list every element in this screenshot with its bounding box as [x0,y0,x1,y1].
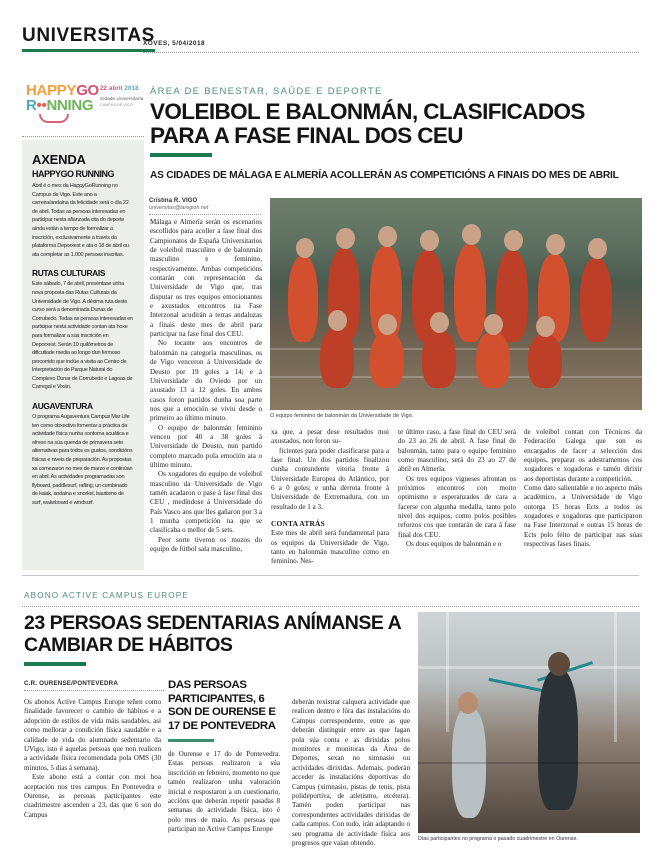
player-head [296,238,314,258]
sidebar-heading: AXENDA [32,152,86,167]
logo-event-date: 22 abril 2018 [100,86,139,92]
player-figure [370,332,404,388]
player-head [328,310,347,331]
player-figure [476,332,510,388]
bottom-photo-caption: Días participantes no programa o pasado cuadrimestre en Ourense. [418,836,578,842]
player-figure [288,256,318,342]
sidebar-item-title-2: AUGAVENTURA [32,401,93,412]
headline-accent-rule [150,153,212,157]
article-column-4 [524,428,642,563]
player-head [430,312,449,333]
agenda-sidebar [22,140,144,570]
logo-word-r: R [26,97,37,114]
paragraph: Os dous equipos de balonmán e o [406,540,502,549]
paragraph: O equipo de balonmán feminino venceu por 40 a 38 goles á Universidade de Deusto, nun partido completo marcado pola emoción ata o último minuto. [150,423,262,469]
paragraph: Os xogadores do equipo de voleibol masculino da Universidade de Vigo tamén acadaron o pase á fase final dos CEU , medíndose á Universidade do País Vasco aos que lles gañaron por 3 a 1 munha competición na que se clasificaba o mellor de 5 sets. [150,470,262,535]
bottom-byline-divider [24,690,164,691]
player-head [484,314,503,335]
player-figure [580,258,612,342]
paragraph: ficientes para poder clasificarse para a fase final. Un dos partidos finalizou cunha contundente vitoria fronte á Universidade Europea do Atlántico, por 6 a 0 goles; e unha derrota fronte á Universidade de Extremadura, con un resultado de 1 a 3. [271,446,389,511]
bottom-article-headline: 23 PERSOAS SEDENTARIAS ANÍMANSE A CAMBIAR DE HÁBITOS [24,612,401,656]
player-figure [454,244,486,342]
main-article-kicker: ÁREA DE BENESTAR, SAÚDE E DEPORTE [150,86,383,97]
paragraph: deberán rexistrar calquera actividade que realicen dentro e fóra das instalacións do Campus correspondente, entre as que deberán distinguir entre as que fagan pola súa conta e as dirixidas polos monitores e monitoras da Área de Deportes, sexan no ximnasio ou actividades dirixidas. Ademais, poderán acceder ás instalacións deportivas do Campus (ximnasio, pistas de tenis, pista polideportiva, de atletismo, etcétera). Tamén poden participar nas correspondentes actividades dirixidas de cada campus. Con todo, irán adaptando o seu programa de actividade física aos progresos que vaian obtendo. [292,698,410,848]
person-head [458,692,478,714]
player-figure [528,334,562,388]
logo-event-meta [100,86,148,109]
masthead [22,26,639,60]
player-head [378,226,397,247]
sidebar-item-body-1: Este sábado, 7 de abril, preséntase unha nova proposta das Rutas Culturais da Universidade de Vigo. A décima ruta deste curso será a denominada Dunas de Corrubedo. Todas as persoas interesadas en participar nesta actividade contan ata hoxe para formalizar a súa inscrición en Deporxest. Serán 10 quilómetros de dificultade media ao longo dun fermoso percorrido que inclúe a visita ao Centro de Interpretación do Parque Natural do Complexo Dunar de Corrubedo e Lagoas de Carregal e Vixán. [32,281,134,391]
paragraph: te último caso, a fase final do CEU será do 23 ao 26 de abril. A fase final de balonmán, tanto para o equipo feminino como masculino, será do 23 ao 27 de abril en Almería. [398,428,516,474]
paragraph: Os abonos Active Campus Europe teñen como finalidade favorecer o cambio de hábitos e a adopción de estilos de vida máis saudables, así como mellorar a condición física saudable e a calidade de vida do alumnado sedentario da UVigo, isto é aquelas persoas que non realicen a actividade física recomendada pola OMS (30 minutos, 5 días á semana). [24,698,161,772]
section-separator [22,575,639,576]
paragraph: xa que, a pesar dese resultados moi axustados, non foron su- [271,428,389,446]
bottom-article-pullquote: DAS PERSOAS PARTICIPANTES, 6 SON DE OURENSE E 17 DE PONTEVEDRA [168,679,276,732]
paragraph: Os tres equipos vigueses afrontan os próximos encontros con moito optimismo e esperanzados de cara a facerse con algunha medalla, tanto polo nivel dos equipos, como polos posibles reforzos cos que contarán de cara á fase final dos CEU. [398,474,516,539]
sidebar-top-divider [22,136,144,137]
logo-word-happy: HAPPY [26,82,77,99]
bottom-article-byline: C.R. OURENSE/PONTEVEDRA [24,680,118,687]
paragraph: Málaga e Almería serán os escenarios escollidos para acoller a fase final dos Campionatos de España Universitarios de voleibol masculino e de balonmán masculino e feminino, respectivamente. Ambas competicións contarán con representación da Universidade de Vigo que, tras disputar os tres equipos emocionantes e axustados encontros na Fase Interzonal acudirán a terras andaluzas a finais deste mes de abril para participar na fase final dos CEU. [150,218,262,339]
player-head [546,234,565,255]
bottom-article-column-2 [168,750,280,845]
sidebar-item-title-1: RUTAS CULTURAIS [32,268,106,279]
sidebar-item-body-2: O programa Augaventura Campus Mar Life ten como obxectivo fomentar a práctica da actividade física nunha contorna acuática e ofrece na súa quenda de primavera sete alternativas para todos os gustos, condicións físicas e niveis de preparación. As propostas xa comezaron no mes de marzo e continúan en abril. As actividades programadas son flyboard, paddlesurf, rafting, un combinado de kaiak, andaina e snorkel, bautismo de surf, wakeboard e windsurf. [32,414,133,506]
byline-email: universitas@laregion.net [149,205,209,211]
gym-post [614,612,617,742]
masthead-divider [143,52,639,54]
bottom-article-column-3 [292,698,410,848]
paragraph: Este mes de abril será fundamental para os equipos da Universidade de Vigo, tanto en balonmán masculino como en feminino. Nes- [271,529,389,566]
article-column-3 [398,428,516,563]
happygo-running-logo [26,84,144,130]
main-article-subhead: AS CIDADES DE MÁLAGA E ALMERÍA ACOLLERÁN AS COMPETICIÓNS A FINAIS DO MES DE ABRIL [150,170,619,181]
player-head [536,316,555,337]
player-head [588,238,607,259]
gym-training-photo [418,612,640,833]
main-photo-caption: O equipo feminino de balonmán da Universidade de Vigo. [270,413,414,419]
bottom-article-kicker: ABONO ACTIVE CAMPUS EUROPE [24,591,190,600]
gym-floor-line [418,762,640,764]
bottom-article-column-1 [24,698,161,843]
person-figure [538,670,578,810]
page-title: UNIVERSITAS [22,26,155,52]
player-figure [422,330,456,388]
paragraph: Peor sorte tiveron os mozos do equipo de fútbol sala masculino, [150,535,262,554]
logo-event-place: Cidade Universitaria [100,96,144,101]
logo-event-campus: CAMPUS DE VIGO [100,103,133,107]
paragraph: de voleibol contan con Técnicos da Federación Galega que son os encargados de facer a selección dos equipos, preparar os adestramentos cos xogadores e xogadoras e tamén dirixir aos deportistas durante a competición. [524,428,642,483]
article-column-2 [271,428,389,566]
sidebar-item-body-0: Abril é o mes da HappyGoRunning no Campus de Vigo. Este ano a carreira/andaina da felicidade será o día 22 de abril. Todas as persoas interesadas en participar nesta afianzada cita do deporte aínda están a tempo de formalizar a inscrición, exclusivamente a través da plataforma Deporxest e ata o 18 de abril ou ata completar as 1.000 persoas inscritas. [32,183,129,258]
logo-dots: •• [36,97,47,114]
pullquote-accent-rule [168,739,214,742]
main-article-headline: VOLEIBOL E BALONMÁN, CLASIFICADOS PARA A FASE FINAL DOS CEU [150,99,585,148]
byline-divider [149,214,261,215]
logo-word-nning: NNING [46,97,94,114]
player-head [378,314,397,335]
gym-rail [418,666,640,669]
article-column-1 [150,218,262,563]
publication-date: XOVES, 5/04/2018 [143,40,206,47]
paragraph: Como dato salientable e no aspecto máis académico, a Universidade de Vigo outorga 15 horas Ects a todos os xogadores e xogadoras que participaron na Fase Interzonal e outras 15 horas de Ects polo feito de participar nas súas respectivas fases finais. [524,484,642,549]
player-head [504,230,523,251]
sidebar-item-title-0: HAPPYGO RUNNING [32,169,115,179]
player-head [420,230,439,251]
bottom-headline-accent-rule [24,662,86,666]
handball-team-photo [270,198,642,410]
gym-post [446,612,449,732]
player-head [462,224,481,245]
paragraph: Este abono está a contar con moi boa aceptación nos tres campus. En Pontevedra e Ourense, as persoas participantes este cuadrimestre ascenden a 23, das que 6 son do Campus [24,773,161,819]
main-article-byline [149,198,261,215]
paragraph: de Ourense e 17 do de Pontevedra. Estas persoas realizaron a súa inscrición en febreiro, momento no que tamén realizaron unha valoración inicial e respostaron a un cuestionario, accións que deberán repetir pasadas 8 semanas de actividade física, isto é polo mes de maio. As persoas que participan no Active Campus Europe [168,750,280,834]
section-subhead-conta-atras: CONTA ATRÁS [271,519,325,529]
logo-word-go: GO [76,82,99,99]
player-figure [320,328,354,388]
smile-icon [39,114,69,123]
person-head [548,652,570,676]
paragraph: No tocante aos encontros de balonmán na categoría masculinas, os de Vigo venceron á Universidade de Deusto por 19 goles a 14; e á Universidade do Oviedo por un axustado 13 a 12 goles. En ambos casos foron partidos dunha soa parte nos que a emoción se viviu desde o primeiro ao último minuto. [150,339,262,423]
player-head [336,228,355,249]
byline-author: Cristina R. VIGO [149,198,198,204]
bottom-kicker-divider [22,606,639,607]
